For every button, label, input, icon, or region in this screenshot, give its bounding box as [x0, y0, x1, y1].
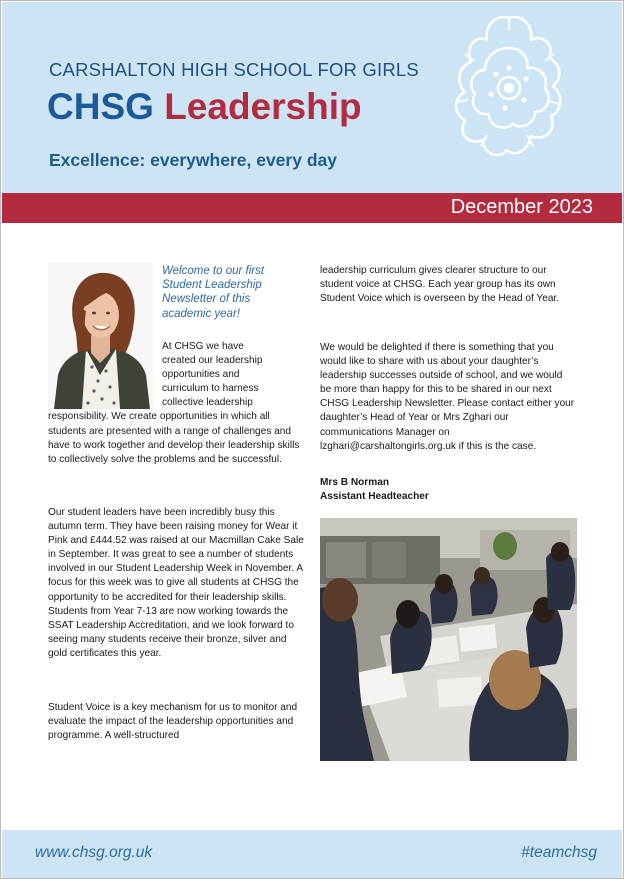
p1-line: opportunities and	[162, 369, 240, 381]
title-chsg: CHSG	[47, 86, 154, 127]
p1-line: curriculum to harness	[162, 383, 259, 395]
issue-date: December 2023	[450, 196, 593, 218]
newsletter-title	[47, 86, 362, 129]
article-paragraph-3: Student Voice is a key mechanism for us to monitor and evaluate the impact of the leadership opportunities and programme. A well-structured	[48, 702, 298, 742]
article-paragraph-2: Our student leaders have been incredibly busy this autumn term. They have been raising money for Wear it Pink and £444.52 was raised at our Macmillan Cake Sale in September. It was great to see a number of students involved in our Student Leadership Week in November. A focus for this week was to give all students at CHSG the opportunity to be accredited for their leadership skills. Students from Year 7-13 are now working towards the SSAT Leadership Accreditation, and we look forward to seeing many students receive their bronze, silver and gold certificates this year.	[48, 507, 304, 659]
classroom-photo	[320, 518, 577, 761]
article-paragraph-1	[48, 340, 305, 467]
footer-bar	[2, 830, 622, 878]
tagline: Excellence: everywhere, every day	[49, 150, 337, 170]
date-bar	[2, 193, 622, 223]
school-name: CARSHALTON HIGH SCHOOL FOR GIRLS	[49, 59, 419, 80]
p1-line: created our leadership	[162, 355, 263, 367]
p1-line: collective leadership	[162, 397, 253, 409]
intro-heading: Welcome to our first Student Leadership Newsletter of this academic year!	[162, 265, 265, 320]
tudor-rose-icon	[434, 12, 584, 162]
website-link[interactable]: www.chsg.org.uk	[35, 844, 153, 861]
hashtag: #teamchsg	[521, 844, 597, 861]
signature-block	[320, 476, 429, 504]
article-paragraph-4: leadership curriculum gives clearer structure to our student voice at CHSG. Each year group has its own Student Voice which is overseen by the Head of Year.	[320, 265, 560, 305]
signer-name: Mrs B Norman	[320, 477, 389, 488]
masthead	[2, 2, 622, 193]
p1-rest: responsibility. We create opportunities in which all students are presented with a range of challenges and have to work together and develop their leadership skills to collectively solve the problems and be successful.	[48, 411, 300, 465]
title-leadership: Leadership	[164, 86, 362, 127]
article-paragraph-5: We would be delighted if there is something that you would like to share with us about your daughter’s leadership successes outside of school, and we would be more than happy for this to be shared in our next CHSG Leadership Newsletter. Please contact either your daughter’s Head of Year or Mrs Zghari our communications Manager on lzghari@carshaltongirls.org.uk if this is the case.	[320, 342, 575, 452]
p1-line: At CHSG we have	[162, 341, 244, 352]
signer-role: Assistant Headteacher	[320, 491, 429, 503]
